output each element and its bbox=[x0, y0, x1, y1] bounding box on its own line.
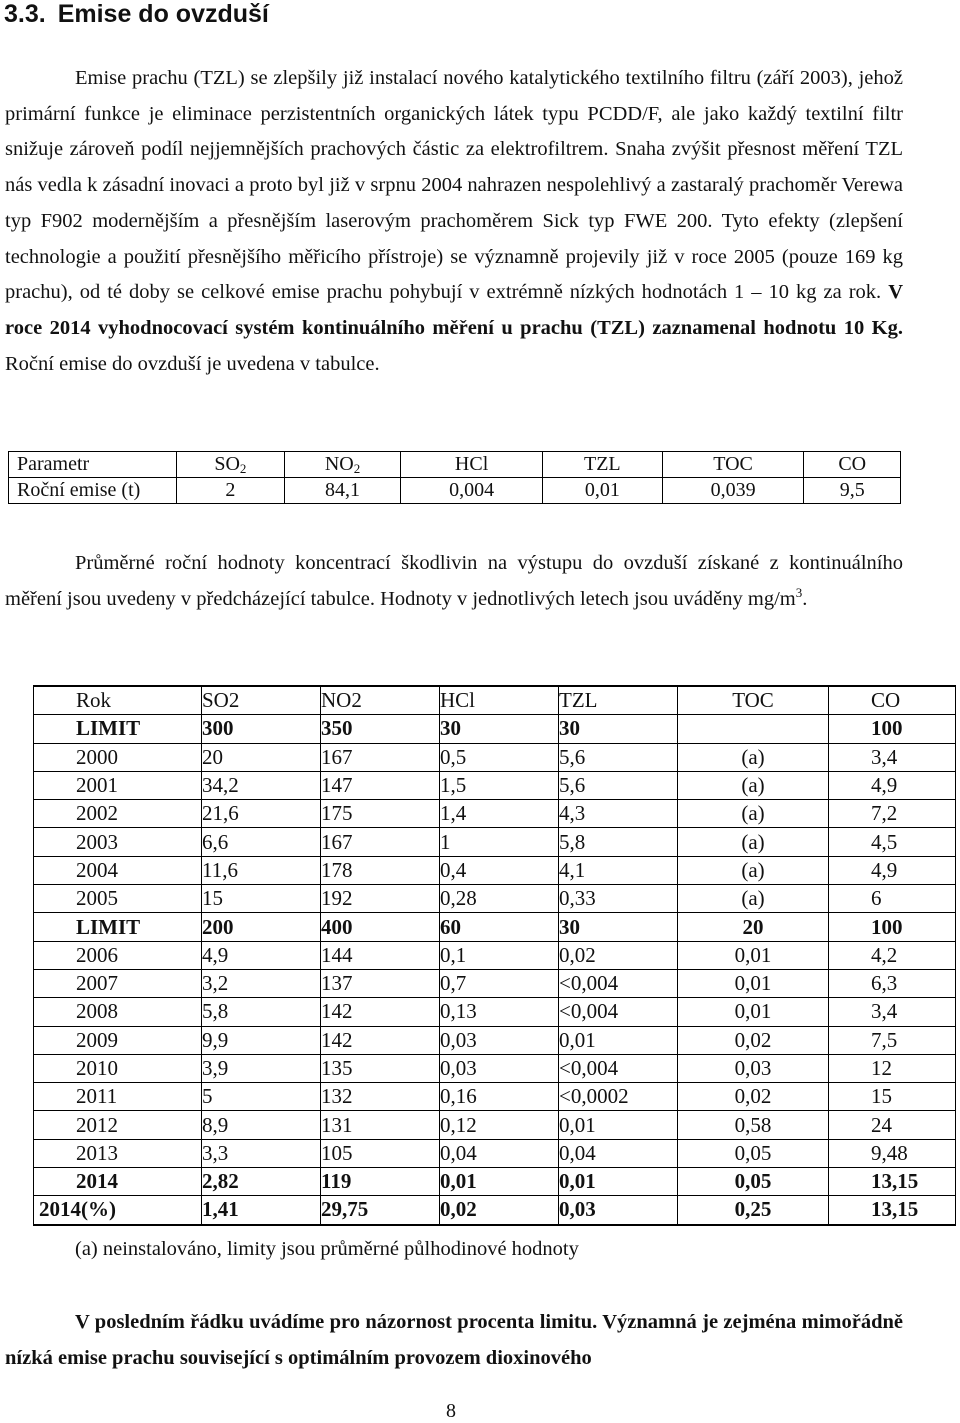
table-cell: 119 bbox=[321, 1168, 440, 1196]
table-cell: 9,48 bbox=[829, 1139, 956, 1167]
table-cell: 192 bbox=[321, 885, 440, 913]
table-cell: 2000 bbox=[34, 743, 202, 771]
table-cell: 4,9 bbox=[829, 856, 956, 884]
table-cell: 2,82 bbox=[202, 1168, 321, 1196]
table-cell: (a) bbox=[678, 828, 829, 856]
section-title: Emise do ovzduší bbox=[57, 0, 269, 28]
table-cell: 4,1 bbox=[559, 856, 678, 884]
table-cell: 2 bbox=[177, 478, 285, 504]
header-cell: HCl bbox=[401, 452, 543, 478]
table-cell: 175 bbox=[321, 800, 440, 828]
table-cell: 2001 bbox=[34, 771, 202, 799]
table-cell: 0,16 bbox=[440, 1083, 559, 1111]
table-row bbox=[34, 743, 956, 771]
table-cell: 0,02 bbox=[678, 1083, 829, 1111]
header-cell: $NO_2$ bbox=[284, 452, 400, 478]
table-cell: 2005 bbox=[34, 885, 202, 913]
table-cell: 3,3 bbox=[202, 1139, 321, 1167]
table-cell: 0,28 bbox=[440, 885, 559, 913]
table-cell: 0,12 bbox=[440, 1111, 559, 1139]
table-cell: 142 bbox=[321, 1026, 440, 1054]
table-cell: Roční emise (t) bbox=[9, 478, 177, 504]
header-cell: TZL bbox=[542, 452, 662, 478]
table-cell: 11,6 bbox=[202, 856, 321, 884]
table-cell: 15 bbox=[202, 885, 321, 913]
table-cell: 6,3 bbox=[829, 969, 956, 997]
table-cell: 2006 bbox=[34, 941, 202, 969]
table-row bbox=[34, 828, 956, 856]
table-cell: 0,02 bbox=[559, 941, 678, 969]
table-cell: 4,3 bbox=[559, 800, 678, 828]
table-cell: 2010 bbox=[34, 1054, 202, 1082]
table-cell: 3,9 bbox=[202, 1054, 321, 1082]
page-number: 8 bbox=[446, 1400, 456, 1422]
table-cell: 0,05 bbox=[678, 1139, 829, 1167]
table-row bbox=[34, 800, 956, 828]
table-row bbox=[34, 686, 956, 715]
table-cell: 4,9 bbox=[829, 771, 956, 799]
table-cell: 1,4 bbox=[440, 800, 559, 828]
table-row bbox=[34, 969, 956, 997]
intro-text-end: Roční emise do ovzduší je uvedena v tabulce. bbox=[5, 352, 380, 375]
table-row bbox=[34, 998, 956, 1026]
table-cell: 0,7 bbox=[440, 969, 559, 997]
table-cell: 0,02 bbox=[440, 1196, 559, 1225]
table-cell: <0,0002 bbox=[559, 1083, 678, 1111]
table-row bbox=[34, 1026, 956, 1054]
table-row bbox=[34, 885, 956, 913]
table-cell: 135 bbox=[321, 1054, 440, 1082]
concentration-intro-paragraph: Průměrné roční hodnoty koncentrací škodlivin na výstupu do ovzduší získané z kontinuálního měření jsou uvedeny v předcházející tabulce. Hodnoty v jednotlivých letech jsou uváděny $mg/m^3$. bbox=[5, 552, 903, 610]
table-cell: 0,01 bbox=[559, 1026, 678, 1054]
table-cell: 0,33 bbox=[559, 885, 678, 913]
table-cell: 0,4 bbox=[440, 856, 559, 884]
table-cell: 2004 bbox=[34, 856, 202, 884]
table-row bbox=[34, 1111, 956, 1139]
table-cell: 5,8 bbox=[202, 998, 321, 1026]
table-cell: 0,01 bbox=[559, 1111, 678, 1139]
table-cell: 30 bbox=[559, 715, 678, 743]
concentration-table bbox=[33, 685, 956, 1226]
table-cell: 147 bbox=[321, 771, 440, 799]
table-cell: 350 bbox=[321, 715, 440, 743]
table-cell: 142 bbox=[321, 998, 440, 1026]
table-cell: TZL bbox=[559, 686, 678, 715]
closing-bold-text: V posledním řádku uvádíme pro názornost procenta limitu. Významná je zejména mimořádně nízká emise prachu související s optimálním provozem dioxinového bbox=[5, 1311, 903, 1369]
table-cell: 60 bbox=[440, 913, 559, 941]
table-cell: 100 bbox=[829, 715, 956, 743]
table-cell: 0,004 bbox=[401, 478, 543, 504]
table-header-row bbox=[9, 452, 901, 478]
table-cell: 0,01 bbox=[559, 1168, 678, 1196]
table-cell: 0,01 bbox=[542, 478, 662, 504]
table-cell: 2009 bbox=[34, 1026, 202, 1054]
table-row bbox=[34, 1139, 956, 1167]
table-cell: 9,5 bbox=[804, 478, 901, 504]
table-cell: 0,04 bbox=[559, 1139, 678, 1167]
table-cell: 0,01 bbox=[678, 969, 829, 997]
table-cell: 6 bbox=[829, 885, 956, 913]
section-number: 3.3. bbox=[4, 0, 46, 28]
table-cell: 0,5 bbox=[440, 743, 559, 771]
table-cell: 3,4 bbox=[829, 743, 956, 771]
table-cell: 2011 bbox=[34, 1083, 202, 1111]
table-cell: 13,15 bbox=[829, 1168, 956, 1196]
table-cell: 1,41 bbox=[202, 1196, 321, 1225]
table-cell: 5,8 bbox=[559, 828, 678, 856]
table-row bbox=[9, 478, 901, 504]
table-cell: 5,6 bbox=[559, 771, 678, 799]
header-cell: TOC bbox=[662, 452, 804, 478]
table-cell: 300 bbox=[202, 715, 321, 743]
table-cell: 0,58 bbox=[678, 1111, 829, 1139]
table-cell: 4,9 bbox=[202, 941, 321, 969]
table-cell: <0,004 bbox=[559, 998, 678, 1026]
table-cell: 167 bbox=[321, 828, 440, 856]
table-cell: 131 bbox=[321, 1111, 440, 1139]
table-cell: 178 bbox=[321, 856, 440, 884]
table-row bbox=[34, 913, 956, 941]
table-cell: 2008 bbox=[34, 998, 202, 1026]
table-cell: 200 bbox=[202, 913, 321, 941]
table-cell: 24 bbox=[829, 1111, 956, 1139]
table-cell: 0,03 bbox=[440, 1054, 559, 1082]
table-cell: (a) bbox=[678, 743, 829, 771]
table-row bbox=[34, 941, 956, 969]
closing-paragraph bbox=[5, 1305, 903, 1376]
table-cell: 132 bbox=[321, 1083, 440, 1111]
unit-superscript: 3 bbox=[795, 584, 803, 600]
table-cell: 21,6 bbox=[202, 800, 321, 828]
table-cell: 0,04 bbox=[440, 1139, 559, 1167]
table-row bbox=[34, 1083, 956, 1111]
table-row bbox=[34, 715, 956, 743]
table-cell: SO2 bbox=[202, 686, 321, 715]
table-cell: 84,1 bbox=[284, 478, 400, 504]
table-cell: 1,5 bbox=[440, 771, 559, 799]
annual-emissions-table bbox=[8, 451, 901, 504]
table-cell: Rok bbox=[34, 686, 202, 715]
table-cell: 30 bbox=[559, 913, 678, 941]
table-cell: 20 bbox=[678, 913, 829, 941]
table-cell: TOC bbox=[678, 686, 829, 715]
table-row bbox=[34, 1196, 956, 1225]
section-heading bbox=[4, 0, 269, 30]
header-cell: CO bbox=[804, 452, 901, 478]
table-cell: 12 bbox=[829, 1054, 956, 1082]
table-cell: 0,01 bbox=[440, 1168, 559, 1196]
table-cell: 2014(%) bbox=[34, 1196, 202, 1225]
intro-paragraph bbox=[5, 61, 903, 382]
table-cell: 0,01 bbox=[678, 998, 829, 1026]
header-cell: $SO_2$ bbox=[177, 452, 285, 478]
table-cell: 144 bbox=[321, 941, 440, 969]
table-cell: 2012 bbox=[34, 1111, 202, 1139]
table-row bbox=[34, 856, 956, 884]
table-cell: NO2 bbox=[321, 686, 440, 715]
table-cell: 3,2 bbox=[202, 969, 321, 997]
table-row bbox=[34, 771, 956, 799]
table-cell: (a) bbox=[678, 885, 829, 913]
table-cell: 6,6 bbox=[202, 828, 321, 856]
table-cell: 15 bbox=[829, 1083, 956, 1111]
table-row bbox=[34, 1054, 956, 1082]
table-cell: <0,004 bbox=[559, 1054, 678, 1082]
table-footnote: (a) neinstalováno, limity jsou průměrné půlhodinové hodnoty bbox=[75, 1238, 579, 1260]
table-cell: 9,9 bbox=[202, 1026, 321, 1054]
table-cell: LIMIT bbox=[34, 715, 202, 743]
table-cell: 0,039 bbox=[662, 478, 804, 504]
intro-bold-text: V roce 2014 vyhodnocovací systém kontinuálního měření u prachu (TZL) zaznamenal hodnotu 10 Kg. bbox=[5, 281, 903, 339]
header-cell: Parametr bbox=[9, 452, 177, 478]
table-cell: 0,03 bbox=[559, 1196, 678, 1225]
table-cell: 7,2 bbox=[829, 800, 956, 828]
table-cell: 30 bbox=[440, 715, 559, 743]
table-cell: 2013 bbox=[34, 1139, 202, 1167]
table-cell: 100 bbox=[829, 913, 956, 941]
table-cell: 2003 bbox=[34, 828, 202, 856]
table-cell: (a) bbox=[678, 856, 829, 884]
table-cell bbox=[678, 715, 829, 743]
table-cell: 0,02 bbox=[678, 1026, 829, 1054]
table-cell: 7,5 bbox=[829, 1026, 956, 1054]
table-cell: 0,03 bbox=[678, 1054, 829, 1082]
table-cell: 2014 bbox=[34, 1168, 202, 1196]
table-cell: <0,004 bbox=[559, 969, 678, 997]
table-cell: 167 bbox=[321, 743, 440, 771]
table-cell: 5 bbox=[202, 1083, 321, 1111]
table-cell: 0,03 bbox=[440, 1026, 559, 1054]
table-cell: 0,05 bbox=[678, 1168, 829, 1196]
table-cell: 4,2 bbox=[829, 941, 956, 969]
table-cell: 13,15 bbox=[829, 1196, 956, 1225]
table-cell: CO bbox=[829, 686, 956, 715]
table-cell: 0,01 bbox=[678, 941, 829, 969]
table-cell: 34,2 bbox=[202, 771, 321, 799]
table-cell: 400 bbox=[321, 913, 440, 941]
table-cell: 0,1 bbox=[440, 941, 559, 969]
table-cell: LIMIT bbox=[34, 913, 202, 941]
table-cell: 29,75 bbox=[321, 1196, 440, 1225]
table-cell: 1 bbox=[440, 828, 559, 856]
table-cell: 3,4 bbox=[829, 998, 956, 1026]
table-cell: 0,25 bbox=[678, 1196, 829, 1225]
table-cell: 4,5 bbox=[829, 828, 956, 856]
concentration-intro-text: Průměrné roční hodnoty koncentrací škodlivin na výstupu do ovzduší získané z kontinuálního měření jsou uvedeny v předcházející tabulce. Hodnoty v jednotlivých letech jsou uváděny mg/m bbox=[5, 552, 903, 610]
table-cell: 105 bbox=[321, 1139, 440, 1167]
table-cell: HCl bbox=[440, 686, 559, 715]
table-cell: 137 bbox=[321, 969, 440, 997]
intro-text: Emise prachu (TZL) se zlepšily již instalací nového katalytického textilního filtru (září 2003), jehož primární funkce je eliminace perzistentních organických látek typu PCDD/F, ale jako každý textilní filtr snižuje zároveň podíl nejjemnějších prachových částic za elektrofiltrem. Snaha zvýšit přesnost měření TZL nás vedla k zásadní inovaci a proto byl již v srpnu 2004 nahrazen nespolehlivý a zastaralý prachoměr Verewa typ F902 modernějším a přesnějším laserovým prachoměrem Sick typ FWE 200. Tyto efekty (zlepšení technologie a použití přesnějšího měřicího přístroje) se významně projevily již v roce 2005 (pouze 169 kg prachu), od té doby se celkové emise prachu pohybují v extrémně nízkých hodnotách 1 – 10 kg za rok. bbox=[5, 67, 903, 304]
table-row bbox=[34, 1168, 956, 1196]
table-cell: 5,6 bbox=[559, 743, 678, 771]
table-cell: (a) bbox=[678, 771, 829, 799]
table-cell: 2002 bbox=[34, 800, 202, 828]
table-cell: 2007 bbox=[34, 969, 202, 997]
table-cell: 0,13 bbox=[440, 998, 559, 1026]
table-cell: (a) bbox=[678, 800, 829, 828]
table-cell: 8,9 bbox=[202, 1111, 321, 1139]
table-cell: 20 bbox=[202, 743, 321, 771]
